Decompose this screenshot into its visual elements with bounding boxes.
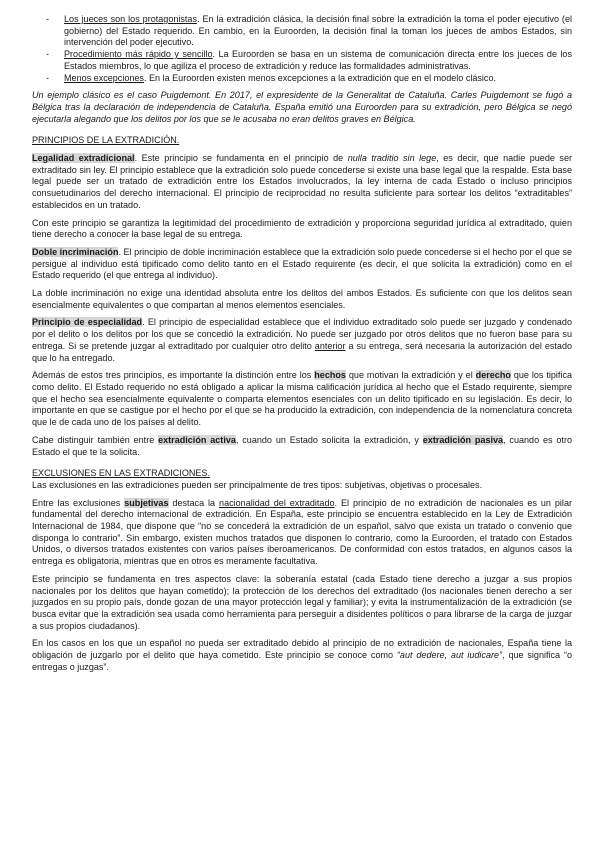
legalidad-paragraph-2: Con este principio se garantiza la legitimidad del procedimiento de extradición y proporciona seguridad jurídica al extraditado, quien tiene derecho a conocer la base legal de su entrega. [32, 217, 572, 240]
document-page [32, 14, 572, 679]
derecho-term: derecho [475, 370, 511, 381]
list-item: - Los jueces son los protagonistas. En la extradición clásica, la decisión final sobre la extradición la toma el poder ejecutivo (el gobierno) del Estado requerido. En cambio, en la Euroorden, la decisión final la toman los jueces de ambos Estados, sin intervención del poder ejecutivo. [46, 14, 572, 48]
latin-maxim: nulla traditio sin lege [347, 153, 437, 164]
legalidad-paragraph: Legalidad extradicional. Este principio se fundamenta en el principio de nulla traditio sin lege, es decir, que nadie puede ser extraditado sin ley. El principio establece que la extradición solo puede concederse si existe una base legal que la respalde. Esta base legal puede ser un tratado de extradición entre los Estados involucrados, la ley interna de cada Estado o incluso principios consuetudinarios del derecho internacional. El principio de reciprocidad no resulta suficiente para sortear los delitos “extraditables” establecidos en un tratado. [32, 153, 572, 210]
hechos-derecho-paragraph: Además de estos tres principios, es importante la distinción entre los hechos que motivan la extradición y el derecho que los tipifica como delito. El Estado requerido no está obligado a aplicar la misma calificación jurídica al hecho que el Estado requirente, siempre que el hecho sea esencialmente equivalente o comparta elementos esenciales con un delito tipificado en su legislación. Es decir, lo importante en que se castigue por el hecho por el que se ha producido la extradición, con independencia de la nomenclatura concreta que le de cada uno de los países al delito. [32, 370, 572, 428]
list-item-title: Menos excepciones [64, 72, 144, 83]
aut-dedere-paragraph: En los casos en los que un español no pueda ser extraditado debido al principio de no extradición de nacionales, España tiene la obligación de juzgarlo por el delito que haya cometido. Este principio se conoce como “aut dedere, aut iudicare”, que significa “o entregas o juzgas”. [32, 638, 572, 672]
doble-incriminacion-paragraph-2: La doble incriminación no exige una identidad absoluta entre los delitos del ambos Estados. Es suficiente con que los delitos sean esencialmente equivalentes o que compartan al menos elementos esenciales. [32, 288, 572, 310]
doble-incriminacion-term: Doble incriminación [32, 246, 119, 257]
doble-incriminacion-paragraph: Doble incriminación. El principio de doble incriminación establece que la extradición solo puede concederse si el hecho por el que se persigue al individuo está tipificado como delito tanto en el Estado requirente (es decir, el que solicita la extradición) como en el Estado requerido (el que entrega al individuo). [32, 246, 572, 281]
subjetivas-paragraph: Entre las exclusiones subjetivas destaca la nacionalidad del extraditado. El principio de no extradición de nacionales es un pilar fundamental del derecho internacional de extradición. En España, este principio se encuentra establecido en la Ley de Extradición Internacional de 1984, que dispone que “no se concederá la extradición de un español, salvo que exista un tratado o convenio que disponga lo contrario”. Sin embargo, existen muchos tratados que disponen lo contrario, como la Euroorden, el tratado con Estados Unidos, o diversos tratados existentes con varios países iberoamericanos. De conformidad con estos tratados, en algunos casos la entrega es obligatoria, mientras que en otros es meramente facultativa. [32, 497, 572, 567]
list-item-title: Los jueces son los protagonistas [64, 14, 197, 24]
aut-dedere-maxim: “aut dedere, aut iudicare” [396, 650, 503, 661]
nacionalidad-term: nacionalidad del extraditado [219, 497, 335, 508]
euroorden-differences-list [32, 14, 572, 84]
list-item: - Procedimiento más rápido y sencillo. La Euroorden se basa en un sistema de comunicación directa entre los jueces de los Estados miembros, lo que agiliza el proceso de extradición y reduce las formalidades administrativas. [46, 49, 572, 71]
list-item-text: . En la extradición clásica, la decisión final sobre la extradición la toma el poder ejecutivo (el gobierno) del Estado requerido. En cambio, en la Euroorden, la decisión final la toman los jueces de ambos Estados, sin intervención del poder ejecutivo. [64, 14, 572, 48]
list-item-title: Procedimiento más rápido y sencillo [64, 49, 213, 60]
list-item: - Menos excepciones. En la Euroorden existen menos excepciones a la extradición que en el modelo clásico. [46, 72, 496, 83]
anterior-word: anterior [314, 340, 346, 351]
subjetivas-term: subjetivas [124, 497, 169, 508]
especialidad-paragraph: Principio de especialidad. El principio de especialidad establece que el individuo extraditado solo puede ser juzgado y condenado por el delito o los delitos por los que se concedió la extradición. No puede ser juzgado por otros delitos que no fueron base para su entrega. Si se pretende juzgar al extraditado por cualquier otro delito anterior a su entrega, será necesaria la autorización del estado que lo ha entregado. [32, 317, 573, 363]
legalidad-term: Legalidad extradicional [32, 153, 135, 164]
pasiva-term: extradición pasiva [422, 434, 504, 445]
exclusions-heading: EXCLUSIONES EN LAS EXTRADICIONES. [32, 468, 210, 479]
activa-term: extradición activa [158, 434, 236, 445]
activa-pasiva-paragraph: Cabe distinguir también entre extradición activa, cuando un Estado solicita la extradición, y extradición pasiva, cuando es otro Estado el que te la solicita. [32, 434, 572, 457]
principles-heading: PRINCIPIOS DE LA EXTRADICIÓN. [32, 135, 180, 146]
fundamento-paragraph: Este principio se fundamenta en tres aspectos clave: la soberanía estatal (cada Estado tiene derecho a juzgar a sus propios nacionales por los delitos que hayan cometido); la protección de los derechos del extraditado (los nacionales tienen derecho a ser juzgados en su propio país, donde gozan de una mayor protección legal y familiar); y evita la instrumentalización de la extradición (se busca evitar que la extradición sea usada como herramienta para perseguir a disidentes políticos o para librarse de la carga de juzgar a sus propios ciudadanos). [32, 573, 572, 631]
especialidad-term: Principio de especialidad [32, 317, 143, 328]
list-item-text: . La Euroorden se basa en un sistema de comunicación directa entre los jueces de los Estados miembros, lo que agiliza el proceso de extradición y reduce las formalidades administrativas. [64, 49, 572, 71]
puigdemont-example: Un ejemplo clásico es el caso Puigdemont. En 2017, el expresidente de la Generalitat de Cataluña. Carles Puigdemont se fugó a Bélgica tras la declaración de independencia de Cataluña. España emitió una Euroorden para su extradición, pero Bélgica se negó ejecutarla alegando que los delitos por los que se le acusaba no eran delitos graves en Bélgica. [32, 90, 572, 124]
list-item-text: . En la Euroorden existen menos excepciones a la extradición que en el modelo clásico. [143, 72, 496, 83]
hechos-term: hechos [314, 370, 346, 381]
exclusions-intro: Las exclusiones en las extradiciones pueden ser principalmente de tres tipos: subjetivas, objetivas o procesales. [32, 479, 483, 490]
